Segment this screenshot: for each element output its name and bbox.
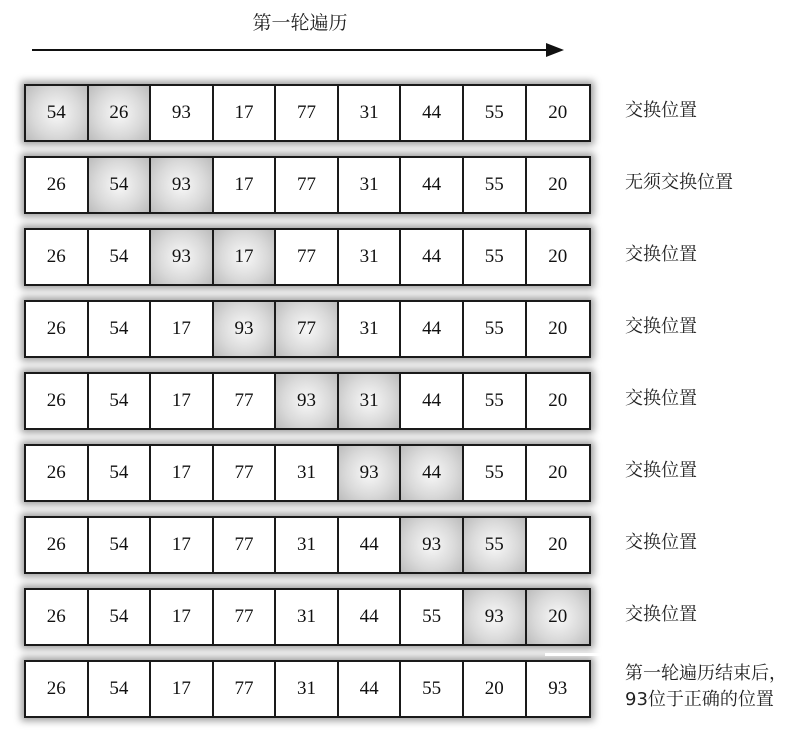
array-cell: 17 — [151, 446, 214, 500]
array-row-8 — [24, 588, 591, 646]
array-row-5 — [24, 372, 591, 430]
array-cell: 93 — [214, 302, 277, 356]
array-cell: 26 — [26, 374, 89, 428]
array-cell: 77 — [214, 590, 277, 644]
array-cell: 93 — [401, 518, 464, 572]
array-cell: 93 — [276, 374, 339, 428]
array-cell: 55 — [464, 446, 527, 500]
array-cell: 26 — [26, 446, 89, 500]
caption-line: 交换位置 — [625, 100, 697, 121]
array-cell: 44 — [339, 518, 402, 572]
array-cell: 31 — [276, 662, 339, 716]
array-cell: 77 — [276, 230, 339, 284]
array-cell: 55 — [464, 302, 527, 356]
array-cell: 77 — [276, 302, 339, 356]
array-cell: 17 — [214, 86, 277, 140]
row-caption — [625, 170, 733, 196]
array-cell: 44 — [401, 374, 464, 428]
array-cell: 54 — [89, 302, 152, 356]
array-cell: 44 — [339, 590, 402, 644]
caption-line: 交换位置 — [625, 388, 697, 409]
array-cell: 54 — [89, 590, 152, 644]
array-cell: 55 — [401, 590, 464, 644]
array-cell: 31 — [276, 518, 339, 572]
array-cell: 54 — [89, 662, 152, 716]
caption-line: 交换位置 — [625, 604, 697, 625]
array-cell: 20 — [548, 390, 568, 411]
caption-line: 交换位置 — [625, 532, 697, 553]
array-row-7 — [24, 516, 591, 574]
array-cell: 31 — [339, 302, 402, 356]
array-cell: 44 — [339, 662, 402, 716]
array-cell: 55 — [401, 662, 464, 716]
array-cell: 31 — [276, 590, 339, 644]
array-cell: 93 — [151, 230, 214, 284]
array-cell: 77 — [214, 374, 277, 428]
array-cell: 54 — [89, 446, 152, 500]
row-caption — [625, 98, 697, 124]
array-row-3 — [24, 228, 591, 286]
caption-line: 第一轮遍历结束后， — [625, 663, 787, 684]
diagram-title: 第一轮遍历 — [252, 12, 348, 34]
array-cell: 55 — [464, 86, 527, 140]
array-cell: 17 — [151, 590, 214, 644]
array-cell: 77 — [214, 446, 277, 500]
direction-arrow-icon — [30, 40, 570, 60]
array-cell: 55 — [464, 158, 527, 212]
array-cell: 31 — [339, 158, 402, 212]
caption-line: 93位于正确的位置 — [625, 689, 774, 710]
array-cell: 55 — [464, 230, 527, 284]
array-cell: 17 — [151, 662, 214, 716]
array-cell: 44 — [401, 302, 464, 356]
array-row-9 — [24, 660, 591, 718]
array-row-4 — [24, 300, 591, 358]
array-cell: 93 — [151, 158, 214, 212]
caption-line: 交换位置 — [625, 460, 697, 481]
array-cell: 77 — [214, 662, 277, 716]
array-cell: 26 — [89, 86, 152, 140]
array-cell: 54 — [89, 518, 152, 572]
row-caption — [625, 602, 697, 628]
array-cell: 20 — [548, 174, 568, 195]
array-cell: 55 — [464, 374, 527, 428]
row-caption — [625, 314, 697, 340]
array-cell: 93 — [151, 86, 214, 140]
array-cell: 31 — [339, 374, 402, 428]
array-cell: 26 — [26, 302, 89, 356]
caption-line: 交换位置 — [625, 244, 697, 265]
row-caption — [625, 386, 697, 412]
caption-line: 无须交换位置 — [625, 172, 733, 193]
array-cell: 93 — [548, 678, 568, 699]
array-cell: 93 — [339, 446, 402, 500]
array-cell: 55 — [464, 518, 527, 572]
array-cell: 17 — [214, 230, 277, 284]
array-cell: 77 — [276, 158, 339, 212]
array-cell: 44 — [401, 158, 464, 212]
row-caption — [625, 458, 697, 484]
array-cell: 54 — [89, 374, 152, 428]
array-row-6 — [24, 444, 591, 502]
array-cell: 17 — [214, 158, 277, 212]
row-caption — [625, 661, 787, 713]
array-cell: 54 — [26, 86, 89, 140]
array-cell: 77 — [276, 86, 339, 140]
array-cell: 17 — [151, 374, 214, 428]
array-cell: 26 — [26, 158, 89, 212]
array-cell: 31 — [339, 230, 402, 284]
array-cell: 20 — [548, 534, 568, 555]
array-cell: 20 — [548, 318, 568, 339]
array-cell: 20 — [464, 662, 527, 716]
row-caption — [625, 530, 697, 556]
array-cell: 77 — [214, 518, 277, 572]
array-cell: 31 — [339, 86, 402, 140]
array-row-1 — [24, 84, 591, 142]
row-caption — [625, 242, 697, 268]
array-cell: 93 — [464, 590, 527, 644]
array-row-2 — [24, 156, 591, 214]
array-cell: 26 — [26, 662, 89, 716]
array-cell: 44 — [401, 86, 464, 140]
caption-line: 交换位置 — [625, 316, 697, 337]
array-cell: 20 — [548, 246, 568, 267]
array-cell: 17 — [151, 302, 214, 356]
array-cell: 17 — [151, 518, 214, 572]
array-cell: 20 — [548, 462, 568, 483]
array-cell: 20 — [527, 590, 590, 644]
array-cell: 44 — [401, 230, 464, 284]
array-cell: 44 — [401, 446, 464, 500]
array-cell: 54 — [89, 230, 152, 284]
array-cell: 31 — [276, 446, 339, 500]
array-cell: 20 — [548, 102, 568, 123]
array-cell: 54 — [89, 158, 152, 212]
array-cell: 26 — [26, 590, 89, 644]
array-cell: 26 — [26, 230, 89, 284]
array-cell: 26 — [26, 518, 89, 572]
